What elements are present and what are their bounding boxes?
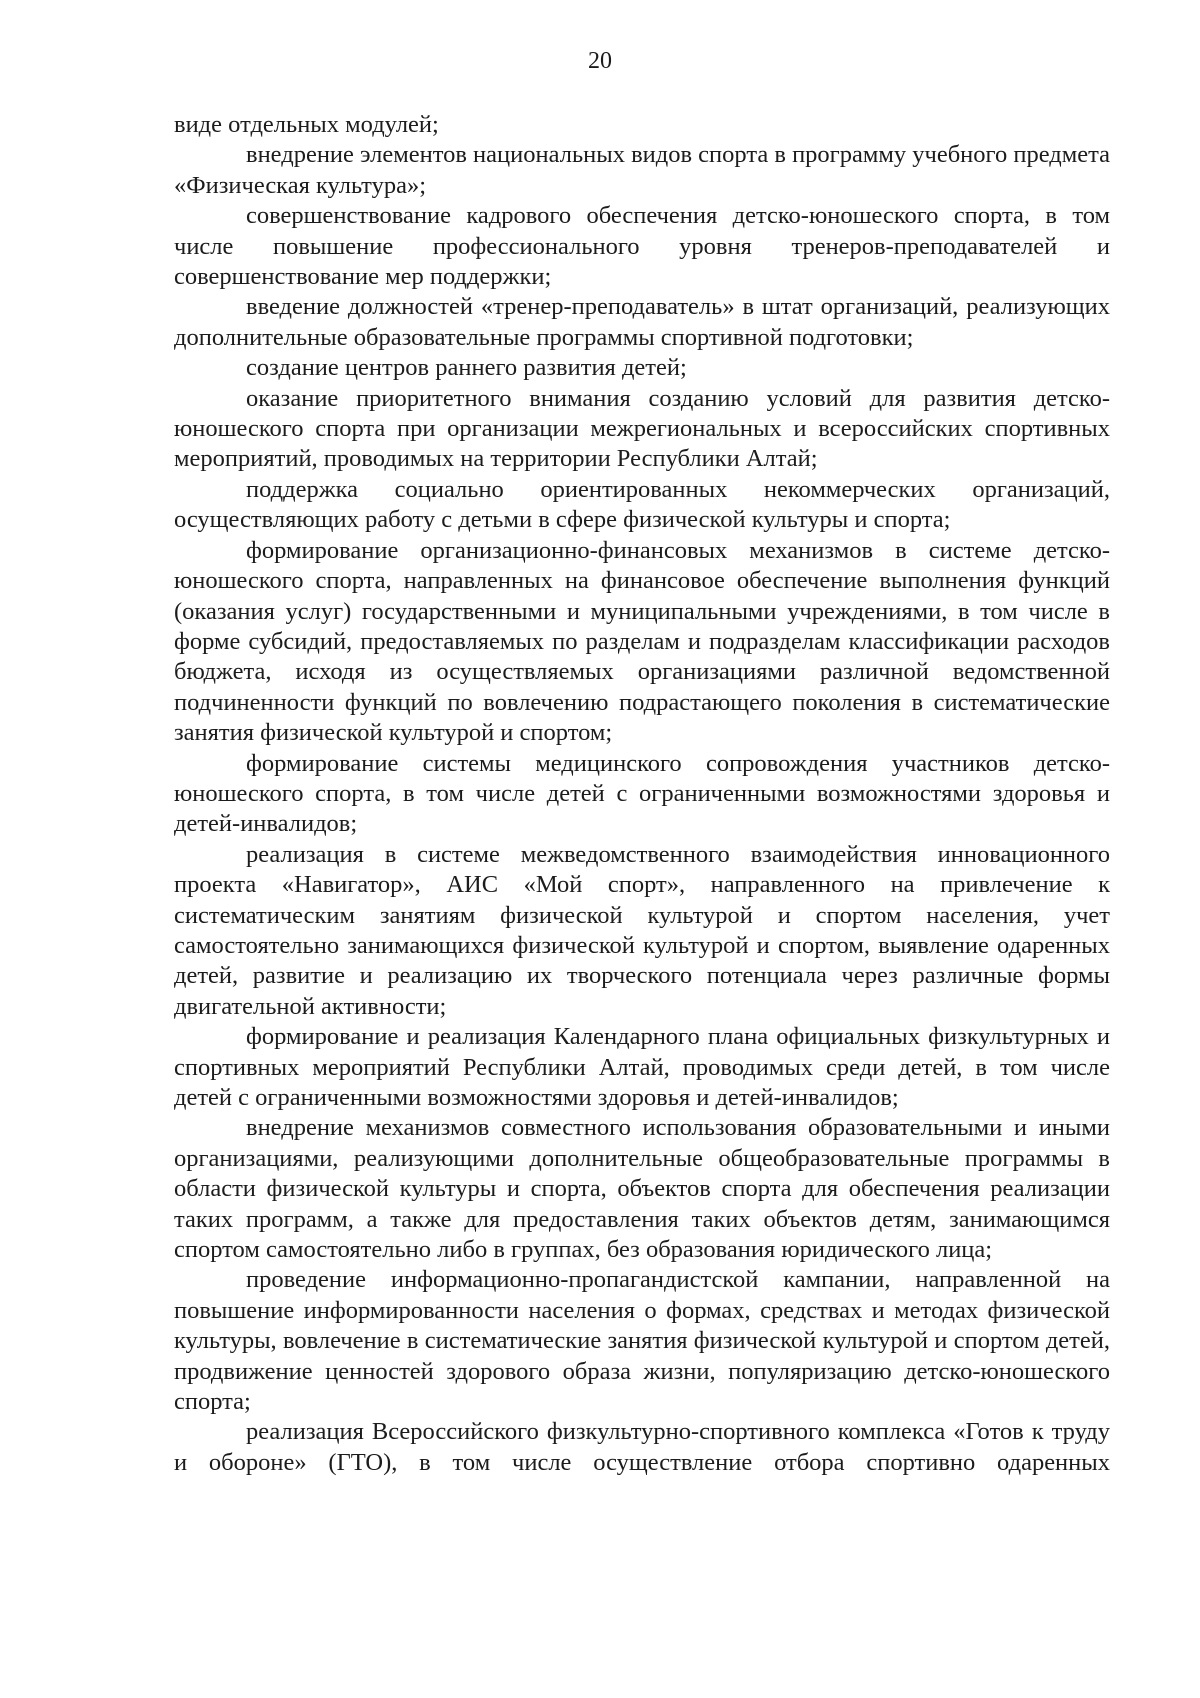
paragraph: формирование и реализация Календарного плана официальных физкультурных и спортивных мероприятий Республики Алтай, проводимых среди детей, в том числе детей с ограниченными возможностями здоровья и детей-инвалидов; bbox=[174, 1023, 1110, 1111]
paragraph: внедрение механизмов совместного использования образовательными и иными организациями, реализующими дополнительные общеобразовательные программы в области физической культуры и спорта, объектов спорта для обеспечения реализации таких программ, а также для предоставления таких объектов детям, занимающимся спортом самостоятельно либо в группах, без образования юридического лица; bbox=[174, 1114, 1110, 1264]
paragraph: формирование системы медицинского сопровождения участников детско-юношеского спорта, в том числе детей с ограниченными возможностями здоровья и детей-инвалидов; bbox=[174, 749, 1110, 838]
paragraph: внедрение элементов национальных видов спорта в программу учебного предмета «Физическая культура»; bbox=[174, 141, 1110, 199]
paragraph: совершенствование кадрового обеспечения детско-юношеского спорта, в том числе повышение профессионального уровня тренеров-преподавателей и совершенствование мер поддержки; bbox=[174, 202, 1110, 291]
paragraph: создание центров раннего развития детей; bbox=[246, 354, 687, 382]
page-number: 20 bbox=[588, 48, 612, 74]
paragraph: виде отдельных модулей; bbox=[174, 111, 439, 138]
paragraph: оказание приоритетного внимания созданию условий для развития детско-юношеского спорта при организации межрегиональных и всероссийских спортивных мероприятий, проводимых на территории Республики Алтай; bbox=[174, 384, 1110, 473]
paragraph: проведение информационно-пропагандистской кампании, направленной на повышение информированности населения о формах, средствах и методах физической культуры, вовлечение в систематические занятия физической культурой и спортом детей, продвижение ценностей здорового образа жизни, популяризацию детско-юношеского спорта; bbox=[174, 1266, 1110, 1416]
paragraph: реализация в системе межведомственного взаимодействия инновационного проекта «Навигатор», АИС «Мой спорт», направленного на привлечение к систематическим занятиям физической культурой и спортом населения, учет самостоятельно занимающихся физической культурой и спортом, выявление одаренных детей, развитие и реализацию их творческого потенциала через различные формы двигательной активности; bbox=[174, 840, 1110, 1020]
document-body bbox=[174, 110, 1110, 1478]
paragraph: реализация Всероссийского физкультурно-спортивного комплекса «Готов к труду и обороне» (ГТО), в том числе осуществление отбора спортивно одаренных bbox=[174, 1418, 1110, 1476]
paragraph: поддержка социально ориентированных некоммерческих организаций, осуществляющих работу с детьми в сфере физической культуры и спорта; bbox=[174, 475, 1110, 534]
paragraph: введение должностей «тренер-преподаватель» в штат организаций, реализующих дополнительные образовательные программы спортивной подготовки; bbox=[174, 293, 1110, 351]
paragraph: формирование организационно-финансовых механизмов в системе детско-юношеского спорта, направленных на финансовое обеспечение выполнения функций (оказания услуг) государственными и муниципальными учреждениями, в том числе в форме субсидий, предоставляемых по разделам и подразделам классификации расходов бюджета, исходя из осуществляемых организациями различной ведомственной подчиненности функций по вовлечению подрастающего поколения в систематические занятия физической культурой и спортом; bbox=[174, 536, 1110, 747]
